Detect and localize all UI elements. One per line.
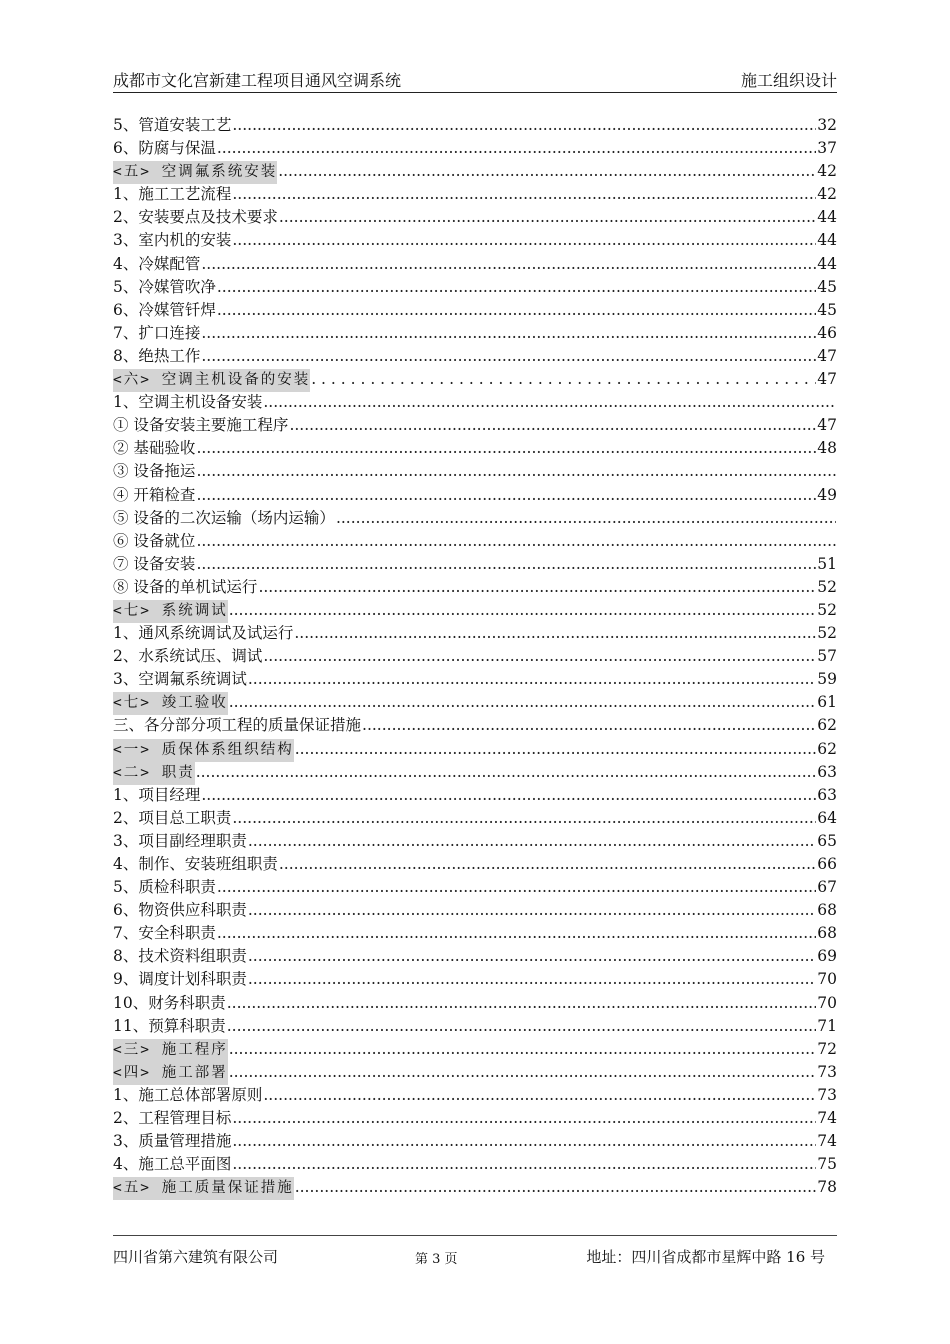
toc-leader-dots (311, 368, 816, 391)
toc-entry-title: <三> 施工程序 (113, 1039, 228, 1062)
toc-entry-title: 4、制作、安装班组职责 (113, 855, 278, 873)
toc-entry-page: 63 (817, 762, 837, 781)
toc-entry-page: 73 (817, 1062, 837, 1081)
toc-entry-page: 62 (817, 716, 837, 735)
toc-entry-title: 7、安全科职责 (113, 924, 216, 943)
toc-entry[interactable] (113, 1038, 837, 1061)
table-of-contents (113, 114, 837, 1199)
toc-entry-title: 1、项目经理 (113, 785, 201, 804)
toc-entry-page: 67 (817, 878, 837, 897)
toc-entry[interactable] (113, 807, 837, 830)
toc-entry-page: 61 (817, 693, 837, 712)
toc-entry-page: 65 (817, 831, 837, 850)
toc-entry[interactable] (113, 160, 837, 183)
toc-entry-page: 68 (817, 901, 837, 920)
toc-entry-page: 78 (817, 1178, 837, 1197)
toc-leader-dots (279, 206, 816, 229)
toc-entry-title: 8、绝热工作 (113, 346, 201, 365)
toc-entry[interactable] (113, 784, 837, 807)
toc-entry[interactable] (113, 645, 837, 668)
toc-entry[interactable] (113, 899, 837, 922)
toc-entry-page: 64 (817, 808, 837, 827)
toc-leader-dots (248, 968, 816, 991)
toc-entry-title: 4、冷媒配管 (113, 254, 201, 273)
toc-leader-dots (217, 876, 816, 899)
toc-entry-page: 52 (817, 600, 837, 619)
toc-entry-title: <五> 施工质量保证措施 (113, 1177, 294, 1200)
toc-entry-title: ① 设备安装主要施工程序 (113, 416, 289, 435)
toc-entry[interactable] (113, 1153, 837, 1176)
footer-page-number: 第 3 页 (415, 1252, 458, 1267)
toc-entry[interactable] (113, 853, 837, 876)
toc-entry[interactable] (113, 945, 837, 968)
toc-leader-dots (232, 1130, 816, 1153)
toc-leader-dots (295, 1176, 817, 1199)
toc-entry[interactable] (113, 691, 837, 714)
toc-leader-dots (201, 322, 816, 345)
toc-entry-title: 2、安装要点及技术要求 (113, 208, 278, 227)
toc-leader-dots (279, 853, 816, 876)
toc-entry-page: 71 (817, 1016, 837, 1035)
toc-leader-dots (248, 945, 816, 968)
header-doc-type: 施工组织设计 (740, 71, 837, 90)
toc-leader-dots (196, 460, 836, 483)
toc-entry-page: 68 (817, 924, 837, 943)
toc-leader-dots (232, 183, 816, 206)
toc-leader-dots (248, 668, 816, 691)
footer-company: 四川省第六建筑有限公司 (113, 1248, 279, 1266)
toc-entry[interactable] (113, 460, 837, 483)
toc-entry[interactable] (113, 507, 837, 530)
toc-entry[interactable] (113, 1176, 837, 1199)
toc-entry-title: ② 基础验收 (113, 439, 196, 458)
toc-entry-page: 74 (817, 1109, 837, 1128)
toc-entry-title: 3、质量管理措施 (113, 1132, 232, 1151)
toc-entry-title: <六> 空调主机设备的安装 (113, 369, 310, 392)
toc-entry[interactable] (113, 830, 837, 853)
toc-leader-dots (232, 229, 816, 252)
toc-entry-page: 44 (817, 231, 837, 250)
toc-leader-dots (196, 553, 816, 576)
toc-entry[interactable] (113, 668, 837, 691)
toc-entry-title: 1、通风系统调试及试运行 (113, 624, 294, 643)
toc-entry-page: 66 (817, 855, 837, 873)
toc-entry-page: 63 (817, 785, 837, 804)
toc-entry-title: <七> 竣工验收 (113, 692, 228, 715)
toc-leader-dots (229, 1038, 817, 1061)
toc-entry[interactable] (113, 229, 837, 252)
toc-entry-page: 49 (817, 485, 837, 504)
toc-entry[interactable] (113, 738, 837, 761)
toc-entry-title: ⑧ 设备的单机试运行 (113, 577, 258, 596)
toc-entry-page: 57 (817, 647, 837, 666)
toc-entry[interactable] (113, 414, 837, 437)
toc-entry[interactable] (113, 114, 837, 137)
toc-entry[interactable] (113, 553, 837, 576)
toc-entry-page: 73 (817, 1085, 837, 1104)
toc-entry-page: 52 (817, 624, 837, 643)
toc-entry-title: 9、调度计划科职责 (113, 970, 247, 989)
toc-entry-title: ④ 开箱检查 (113, 485, 196, 504)
toc-entry-page: 46 (817, 323, 837, 342)
toc-entry[interactable] (113, 206, 837, 229)
toc-entry[interactable] (113, 391, 837, 414)
toc-entry[interactable] (113, 622, 837, 645)
toc-entry[interactable] (113, 368, 837, 391)
toc-entry-page: 74 (817, 1132, 837, 1151)
toc-entry-title: 1、施工总体部署原则 (113, 1085, 263, 1104)
toc-leader-dots (294, 622, 816, 645)
toc-leader-dots (232, 807, 816, 830)
toc-leader-dots (201, 345, 816, 368)
toc-leader-dots (232, 114, 816, 137)
toc-entry[interactable] (113, 714, 837, 737)
toc-entry[interactable] (113, 599, 837, 622)
page-footer (113, 1235, 837, 1276)
toc-entry-page: 47 (817, 346, 837, 365)
toc-entry-page: 70 (817, 993, 837, 1012)
toc-entry-title: 11、预算科职责 (113, 1016, 226, 1035)
toc-entry-page: 44 (817, 254, 837, 273)
toc-entry-page: 48 (817, 439, 837, 458)
toc-entry-title: 5、冷媒管吹净 (113, 277, 216, 296)
toc-leader-dots (289, 414, 816, 437)
toc-entry-title: 3、空调氟系统调试 (113, 670, 247, 689)
toc-entry[interactable] (113, 137, 837, 160)
toc-entry-title: 6、物资供应科职责 (113, 901, 247, 920)
toc-entry-title: 1、施工工艺流程 (113, 185, 232, 204)
toc-leader-dots (196, 530, 836, 553)
toc-leader-dots (196, 761, 817, 784)
toc-entry-title: 2、工程管理目标 (113, 1109, 232, 1128)
toc-leader-dots (229, 691, 817, 714)
toc-leader-dots (232, 1107, 816, 1130)
toc-entry-title: 6、防腐与保温 (113, 139, 216, 158)
toc-entry-title: 5、管道安装工艺 (113, 116, 232, 134)
toc-leader-dots (227, 1015, 817, 1038)
toc-entry-title: ⑥ 设备就位 (113, 531, 196, 550)
toc-entry[interactable] (113, 968, 837, 991)
toc-leader-dots (278, 160, 816, 183)
toc-entry[interactable] (113, 437, 837, 460)
toc-entry[interactable] (113, 1107, 837, 1130)
page-header (113, 66, 837, 93)
toc-leader-dots (336, 507, 836, 530)
footer-address: 地址：四川省成都市星辉中路 16 号 (586, 1248, 825, 1266)
toc-entry-page: 32 (817, 116, 837, 134)
toc-leader-dots (201, 784, 816, 807)
toc-entry[interactable] (113, 1130, 837, 1153)
toc-entry-title: <一> 质保体系组织结构 (113, 739, 294, 762)
toc-leader-dots (232, 1153, 816, 1176)
toc-leader-dots (229, 599, 817, 622)
toc-entry-page: 62 (817, 739, 837, 758)
toc-entry-title: 7、扩口连接 (113, 323, 201, 342)
toc-entry-title: 10、财务科职责 (113, 993, 226, 1012)
toc-entry[interactable] (113, 253, 837, 276)
toc-entry[interactable] (113, 183, 837, 206)
toc-leader-dots (201, 253, 816, 276)
toc-entry-title: 3、项目副经理职责 (113, 831, 247, 850)
toc-entry-title: 8、技术资料组职责 (113, 947, 247, 966)
toc-entry-page: 59 (817, 670, 837, 689)
toc-leader-dots (217, 299, 816, 322)
toc-entry-page: 69 (817, 947, 837, 966)
toc-entry-title: 三、各分部分项工程的质量保证措施 (113, 716, 362, 735)
toc-leader-dots (362, 714, 816, 737)
toc-entry-title: ⑤ 设备的二次运输（场内运输） (113, 508, 335, 527)
toc-entry-title: 2、水系统试压、调试 (113, 647, 263, 666)
toc-entry-title: ⑦ 设备安装 (113, 554, 196, 573)
toc-entry-page: 70 (817, 970, 837, 989)
header-project-title: 成都市文化宫新建工程项目通风空调系统 (113, 71, 402, 90)
toc-entry-page: 42 (817, 162, 837, 181)
toc-entry[interactable] (113, 1015, 837, 1038)
toc-entry-title: <五> 空调氟系统安装 (113, 161, 277, 184)
toc-entry[interactable] (113, 484, 837, 507)
toc-entry-page: 44 (817, 208, 837, 227)
toc-entry-title: 4、施工总平面图 (113, 1155, 232, 1174)
toc-leader-dots (217, 137, 816, 160)
toc-entry[interactable] (113, 299, 837, 322)
toc-leader-dots (196, 437, 816, 460)
toc-entry-page: 37 (817, 139, 837, 158)
toc-leader-dots (248, 830, 816, 853)
toc-entry-page: 51 (817, 554, 837, 573)
toc-leader-dots (263, 391, 836, 414)
toc-leader-dots (258, 576, 816, 599)
toc-entry-page: 47 (817, 416, 837, 435)
toc-leader-dots (227, 992, 817, 1015)
toc-entry-title: <七> 系统调试 (113, 600, 228, 623)
toc-entry-title: 5、质检科职责 (113, 878, 216, 897)
toc-entry[interactable] (113, 1061, 837, 1084)
toc-entry[interactable] (113, 276, 837, 299)
toc-entry[interactable] (113, 876, 837, 899)
toc-entry-title: <二> 职责 (113, 762, 195, 785)
toc-leader-dots (217, 276, 816, 299)
toc-entry-page: 42 (817, 185, 837, 204)
toc-entry[interactable] (113, 576, 837, 599)
toc-entry-page: 72 (817, 1039, 837, 1058)
toc-entry-page: 45 (817, 277, 837, 296)
toc-entry[interactable] (113, 761, 837, 784)
toc-entry[interactable] (113, 992, 837, 1015)
toc-entry-title: 1、空调主机设备安装 (113, 393, 263, 412)
toc-entry[interactable] (113, 345, 837, 368)
toc-entry-title: 2、项目总工职责 (113, 808, 232, 827)
toc-entry-title: 6、冷媒管钎焊 (113, 300, 216, 319)
toc-entry[interactable] (113, 1084, 837, 1107)
toc-leader-dots (196, 484, 816, 507)
toc-leader-dots (263, 1084, 816, 1107)
toc-entry-title: ③ 设备拖运 (113, 462, 196, 481)
toc-leader-dots (229, 1061, 817, 1084)
toc-leader-dots (248, 899, 816, 922)
toc-entry-page: 75 (817, 1155, 837, 1174)
toc-entry-page: 47 (817, 370, 837, 389)
toc-leader-dots (217, 922, 816, 945)
toc-entry[interactable] (113, 322, 837, 345)
toc-entry[interactable] (113, 922, 837, 945)
toc-leader-dots (295, 738, 817, 761)
toc-entry[interactable] (113, 530, 837, 553)
toc-leader-dots (263, 645, 816, 668)
toc-entry-page: 45 (817, 300, 837, 319)
toc-entry-title: 3、室内机的安装 (113, 231, 232, 250)
toc-entry-title: <四> 施工部署 (113, 1062, 228, 1085)
toc-entry-page: 52 (817, 577, 837, 596)
